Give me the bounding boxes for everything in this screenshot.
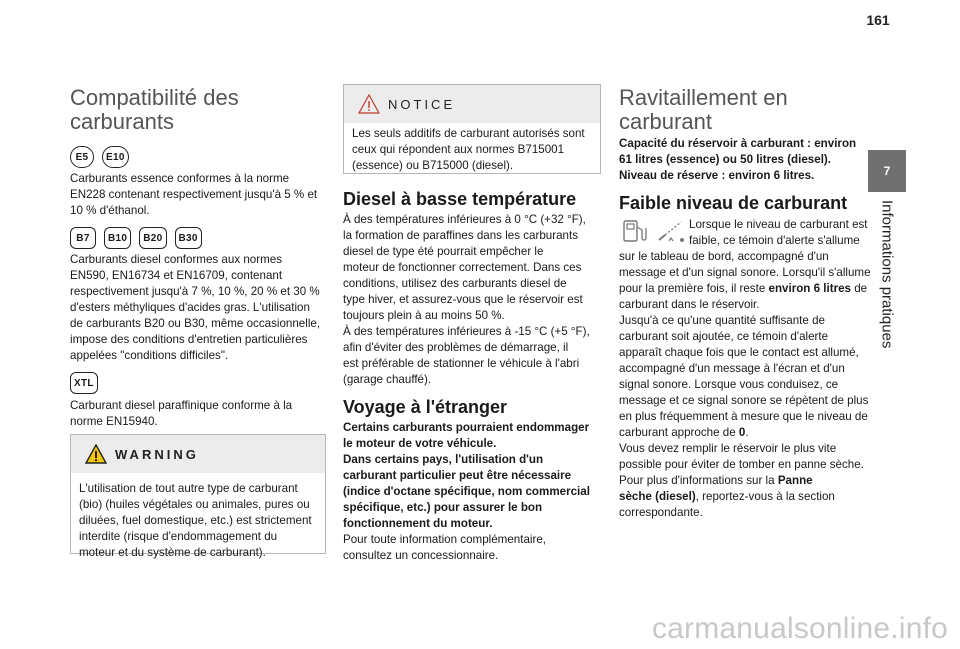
text-line: type hiver, et assurez-vous que le réservoir est: [343, 293, 583, 306]
text-line: apparaît chaque fois que le contact est allumé,: [619, 346, 859, 359]
tank-capacity: [619, 136, 879, 184]
low-fuel-text: [619, 249, 879, 521]
text-run: .: [745, 426, 749, 439]
text-line: (garage chauffé).: [343, 373, 432, 386]
text-line: conditions, utilisez des carburants diesel de: [343, 277, 567, 290]
text-line: Jusqu'à ce qu'une quantité suffisante de: [619, 314, 825, 327]
text-line: de carburants B20 ou B30, même occasionnelle,: [70, 317, 321, 330]
warning-body: [71, 473, 325, 569]
low-fuel-title: Faible niveau de carburant: [619, 193, 848, 213]
text-line: Niveau de réserve : environ 6 litres.: [619, 169, 815, 182]
text-line: Lorsque le niveau de carburant est: [689, 218, 868, 231]
text-line: consultez un concessionnaire.: [343, 549, 499, 562]
page-number: 161: [866, 12, 890, 28]
text-line: d'esters méthyliques d'acides gras. L'utilisation: [70, 301, 310, 314]
text-line: carburant particulier peut être nécessaire: [343, 469, 572, 482]
text-run-bold: 0: [738, 426, 746, 439]
title-line2: carburant: [619, 109, 712, 134]
text-line: est préférable de stationner le véhicule à l'abri: [343, 357, 580, 370]
diesel-text: [70, 252, 326, 364]
diesel-low-temp-text: [343, 212, 601, 388]
text-line: EN228 contenant respectivement jusqu'à 5 % et: [70, 188, 318, 201]
section-title-refuel: [619, 86, 879, 134]
text-line: interdite (risque d'endommagement du: [79, 530, 278, 543]
text-line: carburant dans le réservoir.: [619, 298, 760, 311]
text-line: 10 % d'éthanol.: [70, 204, 150, 217]
text-line: moteur de fonctionner correctement. Dans ces: [343, 261, 582, 274]
chapter-number-tab[interactable]: 7: [868, 150, 906, 192]
text-line: (indice d'octane spécifique, nom commercial: [343, 485, 590, 498]
text-line: en plus fréquemment à mesure que le niveau de: [619, 410, 868, 423]
text-line: sur le tableau de bord, accompagné d'un: [619, 250, 829, 263]
petrol-text: [70, 171, 326, 219]
fuel-badge-e10: E10: [102, 146, 129, 168]
text-line: Les seuls additifs de carburant autorisés sont: [352, 127, 585, 140]
petrol-badges: [70, 146, 129, 168]
fuel-badge-xtl: XTL: [70, 372, 98, 394]
text-line: carburant soit ajoutée, ce témoin d'alerte: [619, 330, 829, 343]
fuel-badge-b20: B20: [139, 227, 166, 249]
text-line: (bio) (huiles végétales ou animales, pures ou: [79, 498, 310, 511]
fuel-badge-b30: B30: [175, 227, 202, 249]
text-line: message et ce signal sonore se répètent de plus: [619, 394, 869, 407]
text-line: ceux qui répondent aux normes B715001: [352, 143, 565, 156]
text-line: Certains carburants pourraient endommager: [343, 421, 590, 434]
text-line: L'utilisation de tout autre type de carburant: [79, 482, 298, 495]
fuel-badge-e5: E5: [70, 146, 94, 168]
text-line: accompagné d'un message à l'écran et d'un: [619, 362, 845, 375]
text-line: possible pour éviter de tomber en panne sèche.: [619, 458, 864, 471]
text-run: , reportez-vous à la section: [695, 490, 835, 503]
title-line1: Ravitaillement en: [619, 85, 788, 110]
text-line: spécifique, etc.) pour assurer le bon: [343, 501, 543, 514]
text-line: Carburants essence conformes à la norme: [70, 172, 290, 185]
travel-abroad-text: [343, 420, 601, 564]
text-line: faible, ce témoin d'alerte s'allume: [689, 234, 860, 247]
text-line: respectivement jusqu'à 7 %, 10 %, 20 % et 30 %: [70, 285, 320, 298]
text-line: norme EN15940.: [70, 415, 158, 428]
warning-triangle-icon: [85, 444, 107, 464]
fuel-pump-icon: [621, 218, 649, 244]
text-line: [619, 473, 879, 489]
text-line: message et d'un signal sonore. Lorsqu'il s'allume: [619, 266, 871, 279]
text-line: Dans certains pays, l'utilisation d'un: [343, 453, 544, 466]
notice-body: [344, 123, 600, 182]
text-line: [619, 281, 879, 297]
text-line: À des températures inférieures à 0 °C (+32 °F),: [343, 213, 586, 226]
diesel-low-temp-title: Diesel à basse température: [343, 189, 577, 209]
text-line: appelées "conditions difficiles".: [70, 349, 229, 362]
title-line2: carburants: [70, 109, 174, 134]
diesel-badges: [70, 227, 202, 249]
xtl-text: [70, 398, 326, 430]
fuel-badge-b10: B10: [104, 227, 131, 249]
text-run: pour la première fois, il reste: [619, 282, 769, 295]
text-line: le moteur de votre véhicule.: [343, 437, 497, 450]
chapter-title-text: Informations pratiques: [878, 200, 896, 349]
warning-box: [70, 434, 326, 559]
text-line: diluées, fuel domestique, etc.) est strictement: [79, 514, 312, 527]
text-line: 61 litres (essence) ou 50 litres (diesel).: [619, 153, 832, 166]
warning-label: WARNING: [115, 446, 199, 462]
low-fuel-icons: [621, 218, 687, 244]
notice-label: NOTICE: [388, 96, 456, 112]
title-line1: Compatibilité des: [70, 85, 239, 110]
low-fuel-text-first: [689, 217, 879, 249]
text-line: [619, 489, 879, 505]
text-line: correspondante.: [619, 506, 703, 519]
notice-box: [343, 84, 601, 174]
text-line: moteur et du système de carburant).: [79, 546, 266, 559]
text-run: de: [850, 282, 868, 295]
notice-triangle-icon: [358, 94, 380, 114]
text-line: (essence) ou B715000 (diesel).: [352, 159, 514, 172]
text-line: afin d'éviter des problèmes de démarrage, il: [343, 341, 569, 354]
text-run-bold[interactable]: Panne: [777, 474, 813, 487]
text-line: diesel de type été pourrait empêcher le: [343, 245, 544, 258]
text-line: EN590, EN16734 et EN16709, contenant: [70, 269, 283, 282]
text-line: fonctionnement du moteur.: [343, 517, 493, 530]
text-line: Carburant diesel paraffinique conforme à la: [70, 399, 293, 412]
text-line: Vous devez remplir le réservoir le plus vite: [619, 442, 837, 455]
text-line: Pour toute information complémentaire,: [343, 533, 546, 546]
text-line: toujours plein à au moins 50 %.: [343, 309, 505, 322]
section-title-compat: [70, 86, 326, 134]
notice-header: [344, 85, 600, 123]
text-run-bold: environ 6 litres: [768, 282, 851, 295]
text-line: Carburants diesel conformes aux normes: [70, 253, 283, 266]
text-run-bold[interactable]: sèche (diesel): [619, 490, 696, 503]
fuel-badge-b7: B7: [70, 227, 96, 249]
xtl-badge-row: [70, 372, 98, 394]
text-run: carburant approche de: [619, 426, 739, 439]
text-line: Capacité du réservoir à carburant : environ: [619, 137, 857, 150]
text-line: la formation de paraffines dans les carburants: [343, 229, 579, 242]
warning-header: [71, 435, 325, 473]
text-line: impose des conditions d'entretien particulières: [70, 333, 308, 346]
travel-abroad-title: Voyage à l'étranger: [343, 397, 508, 417]
fuel-gauge-icon: [655, 218, 687, 244]
text-line: [619, 425, 879, 441]
text-run: Pour plus d'informations sur la: [619, 474, 778, 487]
text-line: À des températures inférieures à -15 °C (+5 °F),: [343, 325, 590, 338]
text-line: signal sonore. Lorsque vous conduisez, ce: [619, 378, 839, 391]
watermark: carmanualsonline.info: [651, 612, 948, 645]
